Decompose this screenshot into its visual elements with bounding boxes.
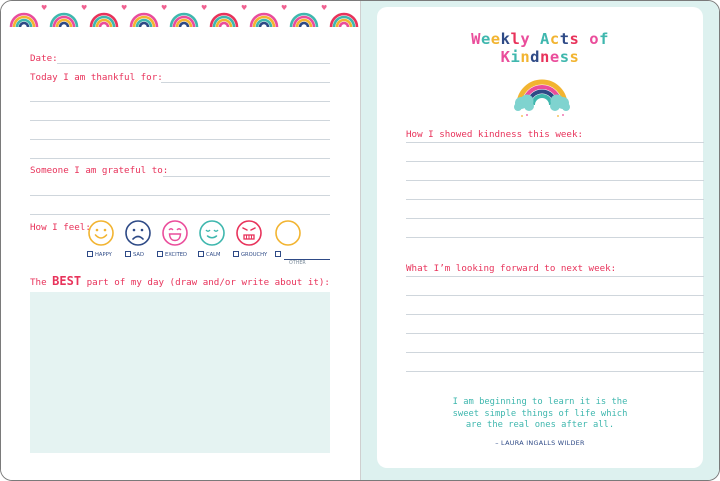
best-word: BEST — [52, 274, 82, 288]
title-letter: n — [540, 48, 550, 66]
excited-checkbox[interactable] — [157, 251, 187, 258]
grouchy-face-icon[interactable] — [235, 219, 263, 247]
happy-label: HAPPY — [95, 252, 112, 258]
writing-line[interactable] — [30, 120, 330, 121]
feelings-row — [87, 219, 327, 263]
calm-face-icon[interactable] — [198, 219, 226, 247]
forward-label: What I’m looking forward to next week: — [406, 263, 617, 274]
rainbow-icon — [49, 5, 79, 29]
title-letter: s — [559, 48, 570, 66]
writing-line[interactable] — [406, 161, 704, 162]
quote-text — [377, 397, 703, 432]
other-checkbox[interactable] — [275, 251, 283, 258]
title-letter: o — [589, 30, 600, 48]
heart-icon: ♥ — [281, 4, 288, 12]
daily-page — [1, 1, 361, 480]
rainbow-icon — [9, 5, 39, 29]
title-letter: W — [471, 30, 481, 48]
title-letter: e — [490, 30, 501, 48]
writing-line[interactable] — [406, 314, 704, 315]
title-letter: n — [520, 48, 531, 66]
heart-icon: ♥ — [121, 4, 128, 12]
quote-line: sweet simple things of life which — [452, 408, 628, 419]
title-letter: l — [510, 30, 521, 48]
title-letter: f — [599, 30, 609, 48]
writing-line[interactable] — [163, 176, 330, 177]
sad-face-icon[interactable] — [124, 219, 152, 247]
thankful-label: Today I am thankful for: — [30, 72, 163, 83]
title-letter — [530, 30, 540, 48]
title-letter: e — [480, 30, 491, 48]
title-letter: i — [510, 48, 521, 66]
writing-line[interactable] — [406, 352, 704, 353]
writing-line[interactable] — [406, 276, 704, 277]
grouchy-checkbox[interactable] — [233, 251, 267, 258]
weekly-title-line1 — [377, 30, 703, 48]
heart-icon: ♥ — [201, 4, 208, 12]
rainbow-icon — [249, 5, 279, 29]
date-line[interactable] — [57, 63, 330, 64]
weekly-card — [377, 7, 703, 468]
writing-line[interactable] — [30, 101, 330, 102]
title-letter: e — [549, 48, 560, 66]
other-label: OTHER — [289, 261, 306, 266]
title-letter: K — [500, 48, 511, 66]
writing-line[interactable] — [30, 195, 330, 196]
blank-face-icon[interactable] — [274, 219, 302, 247]
grouchy-label: GROUCHY — [241, 252, 268, 258]
sad-label: SAD — [133, 252, 144, 258]
rainbow-icon — [169, 5, 199, 29]
writing-line[interactable] — [406, 295, 704, 296]
writing-line[interactable] — [406, 199, 704, 200]
best-suffix: part of my day (draw and/or write about it): — [81, 277, 330, 288]
calm-label: CALM — [206, 252, 221, 258]
weekly-title-line2 — [377, 48, 703, 66]
title-letter: s — [569, 30, 580, 48]
title-letter: c — [549, 30, 560, 48]
kindness-label: How I showed kindness this week: — [406, 129, 584, 140]
best-prefix: The — [30, 277, 53, 288]
writing-line[interactable] — [406, 142, 704, 143]
rainbow-icon — [209, 5, 239, 29]
heart-icon: ♥ — [241, 4, 248, 12]
excited-face-icon[interactable] — [161, 219, 189, 247]
happy-face-icon[interactable] — [87, 219, 115, 247]
heart-icon: ♥ — [41, 4, 48, 12]
rainbow-banner — [1, 1, 360, 33]
best-part-label — [30, 274, 330, 288]
weekly-page — [361, 1, 719, 480]
title-letter: s — [569, 48, 580, 66]
date-label: Date: — [30, 53, 58, 64]
grateful-label: Someone I am grateful to: — [30, 165, 169, 176]
writing-line[interactable] — [161, 82, 330, 83]
rainbow-icon — [129, 5, 159, 29]
title-letter: k — [500, 30, 511, 48]
sad-checkbox[interactable] — [125, 251, 144, 258]
quote-line: are the real ones after all. — [465, 420, 615, 430]
rainbow-icon — [89, 5, 119, 29]
rainbow-icon — [289, 5, 319, 29]
excited-label: EXCITED — [165, 252, 188, 258]
feel-label: How I feel: — [30, 222, 91, 233]
writing-line[interactable] — [406, 333, 704, 334]
other-write-line[interactable] — [284, 259, 330, 260]
heart-icon: ♥ — [321, 4, 328, 12]
title-letter: d — [530, 48, 540, 66]
rainbow-icon — [329, 5, 359, 29]
quote-line: I am beginning to learn it is the — [452, 397, 628, 407]
writing-line[interactable] — [30, 139, 330, 140]
drawing-box[interactable] — [30, 292, 330, 453]
writing-line[interactable] — [30, 214, 330, 215]
heart-icon: ♥ — [161, 4, 168, 12]
quote-author: – LAURA INGALLS WILDER — [495, 439, 585, 447]
title-letter: A — [540, 30, 550, 48]
title-letter: y — [520, 30, 531, 48]
title-letter — [579, 30, 589, 48]
happy-checkbox[interactable] — [87, 251, 112, 258]
writing-line[interactable] — [30, 158, 330, 159]
title-letter: t — [559, 30, 570, 48]
rainbow-cloud-icon — [513, 71, 571, 119]
writing-line[interactable] — [406, 218, 704, 219]
writing-line[interactable] — [406, 371, 704, 372]
writing-line[interactable] — [406, 180, 704, 181]
heart-icon: ♥ — [81, 4, 88, 12]
writing-line[interactable] — [406, 237, 704, 238]
calm-checkbox[interactable] — [198, 251, 221, 258]
